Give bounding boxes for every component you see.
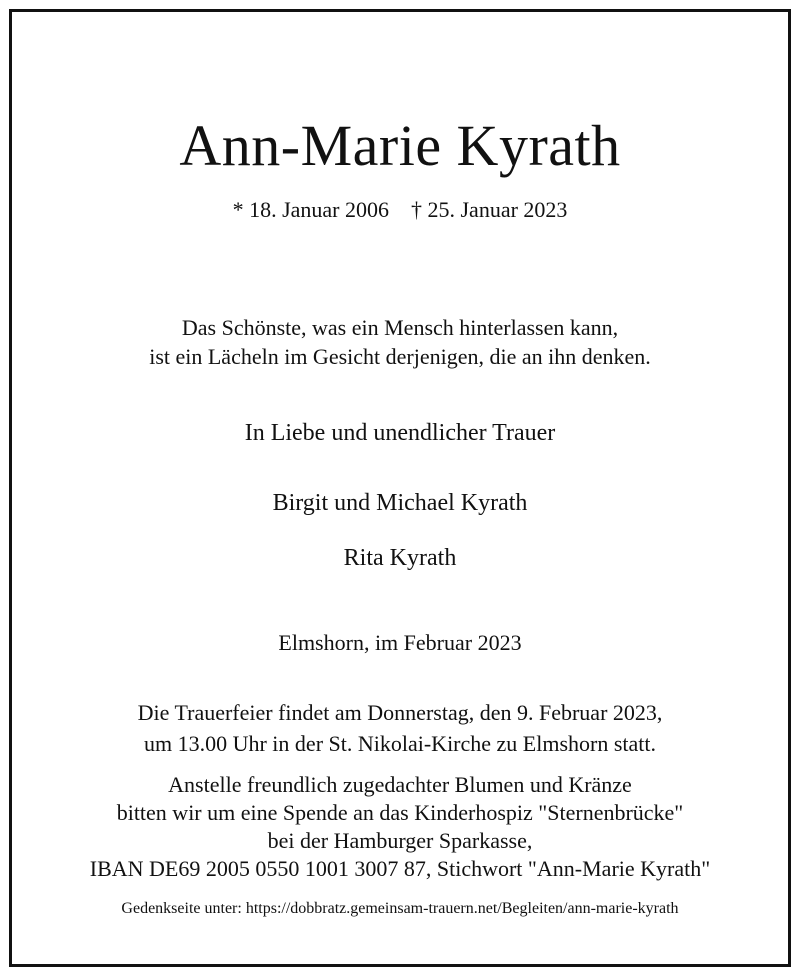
deceased-name: Ann-Marie Kyrath — [179, 113, 621, 178]
memorial-page-link[interactable]: Gedenkseite unter: https://dobbratz.gemeinsam-trauern.net/Begleiten/ann-marie-kyrath — [121, 900, 679, 917]
life-dates — [0, 199, 800, 221]
mourning-line: In Liebe und unendlicher Trauer — [244, 420, 556, 446]
mourner-name: Rita Kyrath — [343, 545, 457, 571]
death-date: † 25. Januar 2023 — [411, 197, 568, 222]
memorial-quote — [0, 313, 800, 371]
place-and-date: Elmshorn, im Februar 2023 — [278, 630, 522, 655]
funeral-service-info — [0, 697, 800, 759]
donation-request — [0, 771, 800, 883]
donation-line: IBAN DE69 2005 0550 1001 3007 87, Stichwort "Ann-Marie Kyrath" — [89, 856, 711, 881]
quote-line: ist ein Lächeln im Gesicht derjenigen, die an ihn denken. — [149, 344, 651, 369]
service-line: um 13.00 Uhr in der St. Nikolai-Kirche zu Elmshorn statt. — [143, 731, 657, 756]
donation-line: bei der Hamburger Sparkasse, — [267, 828, 533, 853]
donation-line: Anstelle freundlich zugedachter Blumen und Kränze — [168, 772, 632, 797]
service-line: Die Trauerfeier findet am Donnerstag, den 9. Februar 2023, — [137, 700, 663, 725]
quote-line: Das Schönste, was ein Mensch hinterlassen kann, — [181, 315, 619, 340]
donation-line: bitten wir um eine Spende an das Kinderhospiz "Sternenbrücke" — [116, 800, 684, 825]
birth-date: * 18. Januar 2006 — [232, 197, 389, 222]
mourner-name: Birgit und Michael Kyrath — [272, 490, 528, 516]
